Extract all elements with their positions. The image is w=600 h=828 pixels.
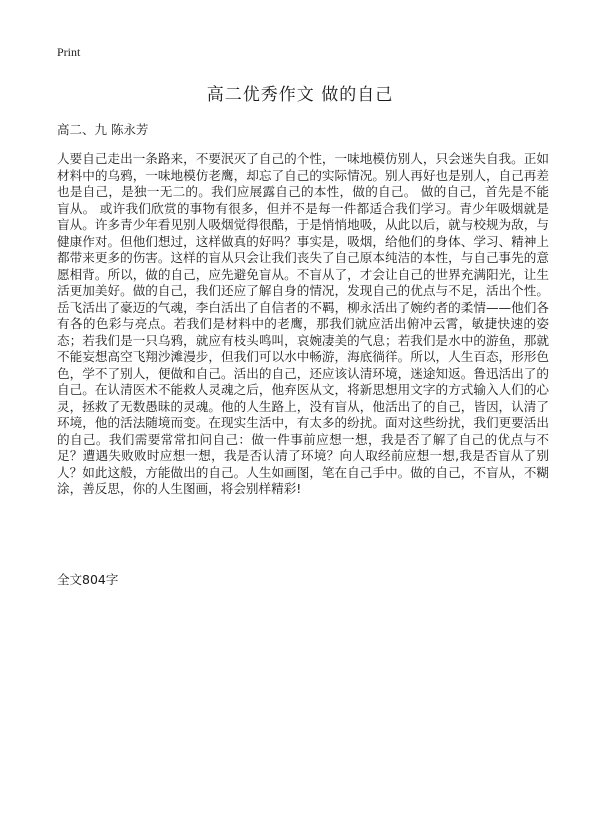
word-count: 全文804字	[57, 572, 119, 587]
article-body: 人要自己走出一条路来，不要泯灭了自己的个性，一味地模仿别人，只会迷失自我。正如材料中的乌鸦，一味地模仿老鹰，却忘了自己的实际情况。别人再好也是别人，自己再差也是自己，是独一无二的。我们应展露自己的本性，做的自己。 做的自己，首先是不能盲从。 或许我们欣赏的事物有很多，但并不是每一件都适合我们学习。青少年吸烟就是盲从。许多青少年看见别人吸烟觉得很酷，于是悄悄地吸，从此以后，就与校规为敌，与健康作对。但他们想过，这样做真的好吗？事实是，吸烟，给他们的身体、学习、精神上都带来更多的伤害。这样的盲从只会让我们丧失了自己原本纯洁的本性，与自己事先的意愿相背。所以，做的自己，应先避免盲从。不盲从了，才会让自己的世界充满阳光，让生活更加美好。做的自己，我们还应了解自身的情况，发现自己的优点与不足，活出个性。岳飞活出了豪迈的气魂，李白活出了自信者的不羁，柳永活出了婉约者的柔情——他们各有各的色彩与亮点。若我们是材料中的老鹰，那我们就应活出俯冲云霄，敏捷快速的姿态；若我们是一只乌鸦，就应有枝头鸣叫，哀婉凄美的气息；若我们是水中的游鱼，那就不能妄想高空飞翔沙滩漫步，但我们可以水中畅游，海底徜徉。所以，人生百态，形形色色，学不了别人，便做和自己。活出的自己，还应该认清环境，迷途知返。鲁迅活出了的自己。在认清医术不能救人灵魂之后，他弃医从文，将新思想用文字的方式输入人们的心灵，拯救了无数愚昧的灵魂。他的人生路上，没有盲从，他活出了的自己，皆因，认清了环境，他的活法随境而变。在现实生活中，有太多的纷扰。面对这些纷扰，我们更要活出的自己。我们需要常常扣问自己：做一件事前应想一想，我是否了解了自己的优点与不足？遭遇失败败时应想一想，我是否认清了环境？向人取经前应想一想,我是否盲从了别人？如此这般，方能做出的自己。人生如画图，笔在自己手中。做的自己，不盲从，不糊涂，善反思，你的人生图画，将会别样精彩!	[57, 151, 549, 496]
author-line: 高二、九 陈永芳	[57, 122, 149, 137]
print-link[interactable]: Print	[57, 45, 81, 59]
article-title: 高二优秀作文 做的自己	[206, 85, 394, 105]
